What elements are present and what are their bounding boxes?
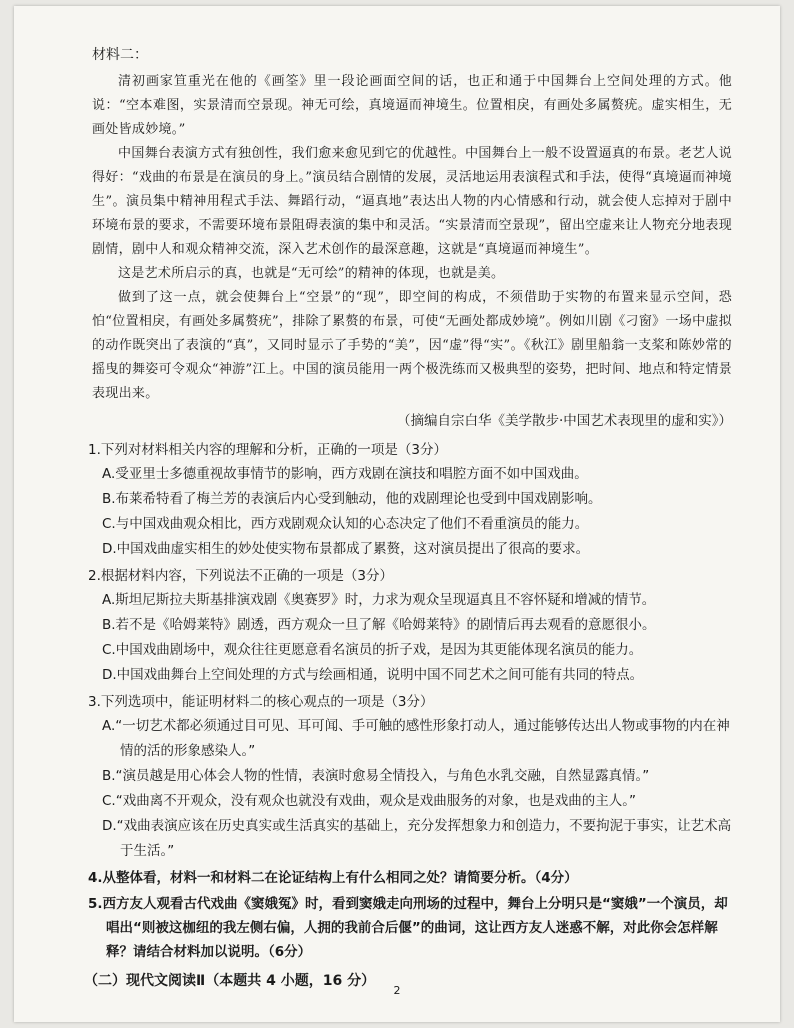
material-paragraph-1: 清初画家笪重光在他的《画筌》里一段论画面空间的话，也正和通于中国舞台上空间处理的方式。他说：“空本难图，实景清而空景现。神无可绘，真境逼而神境生。位置相戾，有画处多属赘疣。虚实相生，无画处皆成妙境。” — [92, 74, 732, 137]
question-stem: 3.下列选项中，能证明材料二的核心观点的一项是（3分） — [88, 694, 434, 710]
section-heading: （二）现代文阅读Ⅱ（本题共 4 小题，16 分） — [84, 973, 376, 989]
page-number: 2 — [393, 984, 401, 997]
material-paragraph-4: 做到了这一点，就会使舞台上“空景”的“现”，即空间的构成，不须借助于实物的布置来显示空间，恐怕“位置相戾，有画处多属赘疣”，排除了累赘的布景，可使“无画处都成妙境”。例如川剧《刁窗》一场中虚拟的动作既突出了表演的“真”，又同时显示了手势的“美”，因“虚”得“实”。《秋江》剧里船翁一支桨和陈妙常的摇曳的舞姿可令观众“神游”江上。中国的演员能用一两个极洗练而又极典型的姿势，把时间、地点和特定情景表现出来。 — [92, 290, 732, 401]
option-b: B.布莱希特看了梅兰芳的表演后内心受到触动，他的戏剧理论也受到中国戏剧影响。 — [102, 491, 602, 507]
option-a: A.“一切艺术都必须通过目可见、耳可闻、手可触的感性形象打动人，通过能够传达出人物或事物的内在神情的活的形象感染人。” — [102, 718, 730, 759]
option-c: C.“戏曲离不开观众，没有观众也就没有戏曲，观众是戏曲服务的对象，也是戏曲的主人。” — [102, 793, 636, 809]
question-4: 4.从整体看，材料一和材料二在论证结构上有什么相同之处？请简要分析。（4分） — [88, 870, 578, 886]
option-c: C.与中国戏曲观众相比，西方戏剧观众认知的心态决定了他们不看重演员的能力。 — [102, 516, 589, 532]
option-b: B.若不是《哈姆莱特》剧透，西方观众一旦了解《哈姆莱特》的剧情后再去观看的意愿很小。 — [102, 617, 656, 633]
question-stem: 2.根据材料内容，下列说法不正确的一项是（3分） — [88, 568, 393, 584]
option-c: C.中国戏曲剧场中，观众往往更愿意看名演员的折子戏，是因为其更能体现名演员的能力。 — [102, 642, 643, 658]
question-3 — [88, 690, 732, 864]
exam-page — [14, 6, 780, 1022]
material-paragraph-3: 这是艺术所启示的真，也就是“无可绘”的精神的体现，也就是美。 — [118, 266, 505, 281]
question-5: 5.西方友人观看古代戏曲《窦娥冤》时，看到窦娥走向刑场的过程中，舞台上分明只是“窦娥”一个演员，却唱出“则被这枷纽的我左侧右偏，人拥的我前合后偃”的曲词，这让西方友人迷惑不解，对此你会怎样解释？请结合材料加以说明。（6分） — [88, 896, 728, 960]
question-1 — [88, 438, 732, 562]
material-heading: 材料二： — [92, 47, 148, 63]
question-stem: 1.下列对材料相关内容的理解和分析，正确的一项是（3分） — [88, 442, 447, 458]
option-a: A.受亚里士多德重视故事情节的影响，西方戏剧在演技和唱腔方面不如中国戏曲。 — [102, 466, 588, 482]
page-content — [84, 44, 732, 994]
option-d: D.“戏曲表演应该在历史真实或生活真实的基础上，充分发挥想象力和创造力，不要拘泥于事实，让艺术高于生活。” — [102, 818, 732, 859]
option-a: A.斯坦尼斯拉夫斯基排演戏剧《奥赛罗》时，力求为观众呈现逼真且不容怀疑和增减的情节。 — [102, 592, 656, 608]
option-d: D.中国戏曲虚实相生的妙处使实物布景都成了累赘，这对演员提出了很高的要求。 — [102, 541, 590, 557]
question-2 — [88, 564, 732, 688]
option-b: B.“演员越是用心体会人物的性情，表演时愈易全情投入，与角色水乳交融，自然显露真情。” — [102, 768, 650, 784]
option-d: D.中国戏曲舞台上空间处理的方式与绘画相通，说明中国不同艺术之间可能有共同的特点。 — [102, 667, 644, 683]
material-source: （摘编自宗白华《美学散步·中国艺术表现里的虚和实》） — [396, 413, 732, 429]
material-paragraph-2: 中国舞台表演方式有独创性，我们愈来愈见到它的优越性。中国舞台上一般不设置逼真的布景。老艺人说得好：“戏曲的布景是在演员的身上。”演员结合剧情的发展，灵活地运用表演程式和手法，使得“真境逼而神境生”。演员集中精神用程式手法、舞蹈行动，“逼真地”表达出人物的内心情感和行动，就会使人忘掉对于剧中环境布景的要求，不需要环境布景阻碍表演的集中和灵活。“实景清而空景现”，留出空虚来让人物充分地表现剧情，剧中人和观众精神交流，深入艺术创作的最深意趣，这就是“真境逼而神境生”。 — [92, 146, 732, 257]
